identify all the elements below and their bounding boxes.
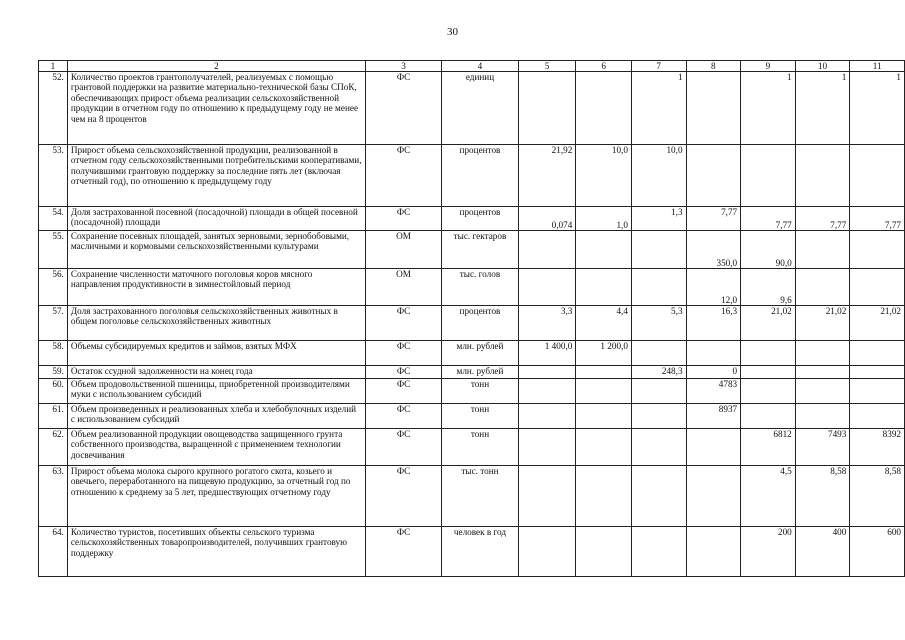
value-col-9: 90,0 — [741, 231, 796, 269]
funding-source: ОМ — [365, 269, 441, 306]
column-number: 10 — [795, 61, 850, 72]
value-col-10 — [795, 366, 850, 379]
row-number: 59. — [39, 366, 68, 379]
value-col-9 — [741, 145, 796, 207]
table-row — [39, 466, 905, 527]
column-number: 2 — [67, 61, 365, 72]
indicator-name: Доля застрахованной посевной (посадочной) площади в общей посевной (посадочной) площади — [67, 207, 365, 231]
value-col-11: 21,02 — [850, 306, 905, 341]
value-col-5 — [518, 72, 576, 145]
column-number-row — [39, 61, 905, 72]
value-col-7 — [631, 527, 686, 577]
table-row — [39, 306, 905, 341]
value-col-8 — [686, 466, 741, 527]
row-number: 64. — [39, 527, 68, 577]
row-number: 60. — [39, 379, 68, 404]
table-row — [39, 207, 905, 231]
row-number: 52. — [39, 72, 68, 145]
value-col-9 — [741, 366, 796, 379]
value-col-5 — [518, 466, 576, 527]
value-col-10 — [795, 145, 850, 207]
value-col-7: 1,3 — [631, 207, 686, 231]
value-col-5: 0,074 — [518, 207, 576, 231]
value-col-10: 21,02 — [795, 306, 850, 341]
value-col-9: 7,77 — [741, 207, 796, 231]
column-number: 6 — [576, 61, 632, 72]
indicators-table — [38, 60, 905, 577]
value-col-11: 8,58 — [850, 466, 905, 527]
value-col-8: 350,0 — [686, 231, 741, 269]
value-col-5 — [518, 269, 576, 306]
value-col-5 — [518, 379, 576, 404]
value-col-5: 3,3 — [518, 306, 576, 341]
funding-source: ФС — [365, 306, 441, 341]
column-number: 9 — [741, 61, 796, 72]
unit: млн. рублей — [442, 341, 519, 366]
value-col-8 — [686, 145, 741, 207]
value-col-5 — [518, 231, 576, 269]
indicator-name: Остаток ссудной задолженности на конец года — [67, 366, 365, 379]
table-row — [39, 404, 905, 429]
value-col-6 — [576, 72, 632, 145]
row-number: 57. — [39, 306, 68, 341]
unit: тыс. голов — [442, 269, 519, 306]
table-row — [39, 527, 905, 577]
funding-source: ОМ — [365, 231, 441, 269]
row-number: 56. — [39, 269, 68, 306]
table-row — [39, 429, 905, 466]
value-col-7: 248,3 — [631, 366, 686, 379]
value-col-8 — [686, 527, 741, 577]
value-col-7 — [631, 269, 686, 306]
table-row — [39, 145, 905, 207]
value-col-6 — [576, 366, 632, 379]
indicator-name: Количество проектов грантополучателей, реализуемых с помощью грантовой поддержки на развитие материально-технической базы СПоК, обеспечивающих прирост объема реализации сельскохозяйственной продукции в отчетном году по отношению к предыдущему году не менее чем на 8 процентов — [67, 72, 365, 145]
indicator-name: Объем реализованной продукции овощеводства защищенного грунта собственного производства, выращенной с применением технологии досвечивания — [67, 429, 365, 466]
value-col-10: 7493 — [795, 429, 850, 466]
column-number: 1 — [39, 61, 68, 72]
value-col-9 — [741, 341, 796, 366]
indicator-name: Объем произведенных и реализованных хлеба и хлебобулочных изделий с использованием субсидий — [67, 404, 365, 429]
indicator-name: Доля застрахованного поголовья сельскохозяйственных животных в общем поголовье сельскохозяйственных животных — [67, 306, 365, 341]
value-col-11: 8392 — [850, 429, 905, 466]
value-col-8 — [686, 341, 741, 366]
unit: тыс. гектаров — [442, 231, 519, 269]
value-col-6: 1,0 — [576, 207, 632, 231]
value-col-11 — [850, 341, 905, 366]
value-col-10 — [795, 269, 850, 306]
funding-source: ФС — [365, 404, 441, 429]
row-number: 58. — [39, 341, 68, 366]
value-col-8: 8937 — [686, 404, 741, 429]
value-col-7 — [631, 404, 686, 429]
table-row — [39, 341, 905, 366]
value-col-5 — [518, 404, 576, 429]
funding-source: ФС — [365, 145, 441, 207]
value-col-11: 1 — [850, 72, 905, 145]
value-col-10: 7,77 — [795, 207, 850, 231]
unit: тонн — [442, 404, 519, 429]
value-col-8: 0 — [686, 366, 741, 379]
value-col-10 — [795, 404, 850, 429]
value-col-8: 4783 — [686, 379, 741, 404]
value-col-10 — [795, 379, 850, 404]
unit: тонн — [442, 379, 519, 404]
value-col-6 — [576, 466, 632, 527]
value-col-6 — [576, 404, 632, 429]
indicator-name: Объемы субсидируемых кредитов и займов, взятых МФХ — [67, 341, 365, 366]
unit: процентов — [442, 207, 519, 231]
row-number: 63. — [39, 466, 68, 527]
value-col-9: 4,5 — [741, 466, 796, 527]
table-row — [39, 366, 905, 379]
value-col-11 — [850, 366, 905, 379]
column-number: 8 — [686, 61, 741, 72]
value-col-11 — [850, 231, 905, 269]
value-col-9: 200 — [741, 527, 796, 577]
value-col-7 — [631, 341, 686, 366]
column-number: 5 — [518, 61, 576, 72]
unit: процентов — [442, 306, 519, 341]
value-col-6 — [576, 429, 632, 466]
indicator-name: Сохранение численности маточного поголовья коров мясного направления продуктивности в зимнестойловый период — [67, 269, 365, 306]
value-col-9: 9,6 — [741, 269, 796, 306]
value-col-7 — [631, 231, 686, 269]
value-col-10: 1 — [795, 72, 850, 145]
funding-source: ФС — [365, 72, 441, 145]
value-col-9: 21,02 — [741, 306, 796, 341]
unit: процентов — [442, 145, 519, 207]
table-row — [39, 231, 905, 269]
indicator-name: Прирост объема молока сырого крупного рогатого скота, козьего и овечьего, переработанного на пищевую продукцию, за отчетный год по отношению к среднему за 5 лет, предшествующих отчетному году — [67, 466, 365, 527]
column-number: 4 — [442, 61, 519, 72]
value-col-11: 7,77 — [850, 207, 905, 231]
value-col-11: 600 — [850, 527, 905, 577]
value-col-7: 10,0 — [631, 145, 686, 207]
column-number: 3 — [365, 61, 441, 72]
value-col-9 — [741, 404, 796, 429]
value-col-5: 1 400,0 — [518, 341, 576, 366]
value-col-10 — [795, 231, 850, 269]
unit: тыс. тонн — [442, 466, 519, 527]
value-col-6 — [576, 527, 632, 577]
value-col-8: 16,3 — [686, 306, 741, 341]
value-col-8: 7,77 — [686, 207, 741, 231]
value-col-5 — [518, 366, 576, 379]
funding-source: ФС — [365, 429, 441, 466]
row-number: 61. — [39, 404, 68, 429]
value-col-11 — [850, 404, 905, 429]
value-col-10: 8,58 — [795, 466, 850, 527]
value-col-10: 400 — [795, 527, 850, 577]
value-col-8: 12,0 — [686, 269, 741, 306]
table-row — [39, 379, 905, 404]
value-col-9 — [741, 379, 796, 404]
value-col-9: 6812 — [741, 429, 796, 466]
value-col-11 — [850, 145, 905, 207]
value-col-9: 1 — [741, 72, 796, 145]
value-col-7: 1 — [631, 72, 686, 145]
unit: млн. рублей — [442, 366, 519, 379]
value-col-6 — [576, 231, 632, 269]
column-number: 11 — [850, 61, 905, 72]
funding-source: ФС — [365, 366, 441, 379]
funding-source: ФС — [365, 466, 441, 527]
row-number: 62. — [39, 429, 68, 466]
funding-source: ФС — [365, 379, 441, 404]
value-col-10 — [795, 341, 850, 366]
column-number: 7 — [631, 61, 686, 72]
value-col-6 — [576, 269, 632, 306]
row-number: 54. — [39, 207, 68, 231]
value-col-5 — [518, 429, 576, 466]
row-number: 55. — [39, 231, 68, 269]
page-number: 30 — [447, 26, 458, 38]
indicator-name: Количество туристов, посетивших объекты сельского туризма сельскохозяйственных товаропроизводителей, получивших грантовую поддержку — [67, 527, 365, 577]
table-row — [39, 72, 905, 145]
indicator-name: Сохранение посевных площадей, занятых зерновыми, зернобобовыми, масличными и кормовыми сельскохозяйственными культурами — [67, 231, 365, 269]
unit: человек в год — [442, 527, 519, 577]
value-col-6 — [576, 379, 632, 404]
value-col-7 — [631, 379, 686, 404]
table-row — [39, 269, 905, 306]
funding-source: ФС — [365, 207, 441, 231]
funding-source: ФС — [365, 527, 441, 577]
value-col-7 — [631, 429, 686, 466]
value-col-7 — [631, 466, 686, 527]
value-col-11 — [850, 379, 905, 404]
value-col-5: 21,92 — [518, 145, 576, 207]
unit: тонн — [442, 429, 519, 466]
funding-source: ФС — [365, 341, 441, 366]
row-number: 53. — [39, 145, 68, 207]
indicator-name: Объем продовольственной пшеницы, приобретенной производителями муки с использованием субсидий — [67, 379, 365, 404]
value-col-8 — [686, 429, 741, 466]
value-col-8 — [686, 72, 741, 145]
value-col-6: 4,4 — [576, 306, 632, 341]
unit: единиц — [442, 72, 519, 145]
value-col-5 — [518, 527, 576, 577]
value-col-6: 1 200,0 — [576, 341, 632, 366]
indicator-name: Прирост объема сельскохозяйственной продукции, реализованной в отчетном году сельскохозяйственными потребительскими кооперативами, получившими грантовую поддержку за последние пять лет (включая отчетный год), по отношению к предыдущему году — [67, 145, 365, 207]
value-col-11 — [850, 269, 905, 306]
value-col-7: 5,3 — [631, 306, 686, 341]
value-col-6: 10,0 — [576, 145, 632, 207]
